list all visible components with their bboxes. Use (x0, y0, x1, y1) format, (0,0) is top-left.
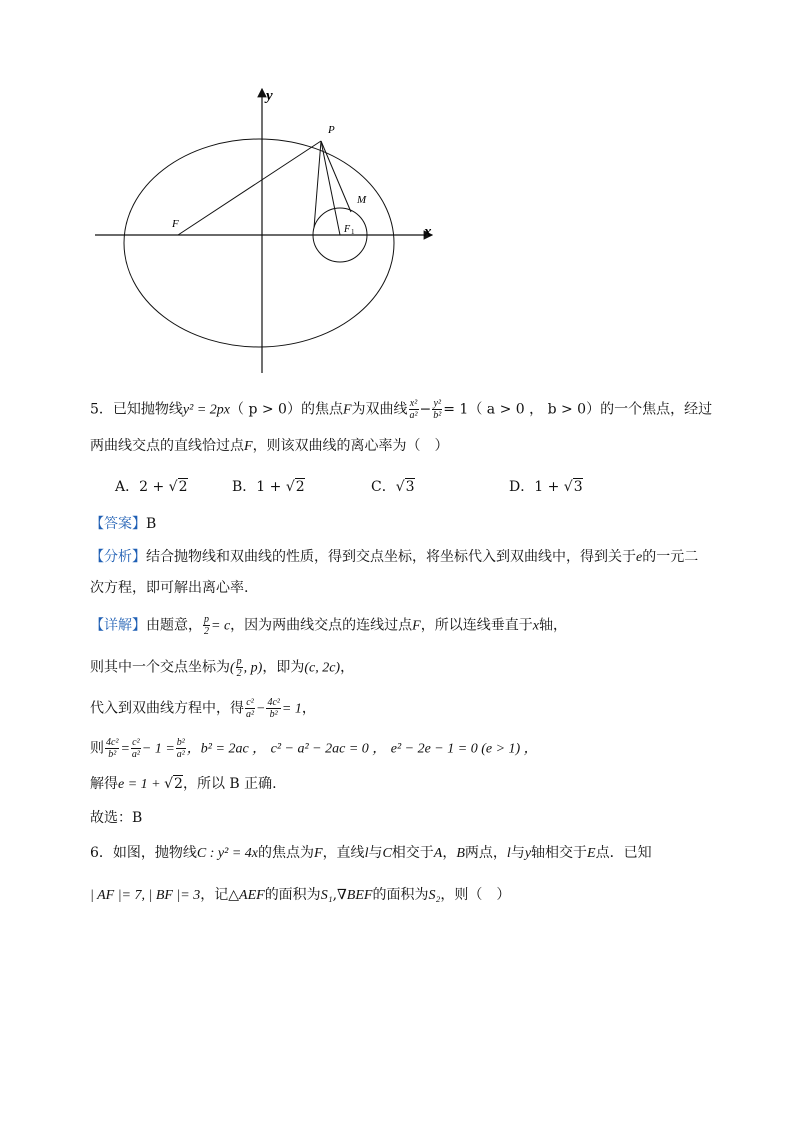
detail1-mid: ，因为两曲线交点的连线过点 (230, 617, 413, 634)
option-rad: 3 (573, 479, 583, 495)
detail3-frac1 (245, 697, 255, 720)
q5-line2-tail: ，则该双曲线的离心率为（ ） (252, 438, 449, 454)
q5-choose (90, 808, 142, 828)
detail1-F: F (412, 618, 421, 634)
detail3-pre: 代入到双曲线方程中，得 (90, 700, 244, 717)
detail3-den2: b² (269, 709, 278, 720)
analysis-tag: 【分析】 (90, 549, 146, 565)
detail4-num3: b² (176, 737, 185, 748)
q6-F: F (314, 846, 323, 861)
option-label: A． (115, 479, 140, 495)
q6-l: l (364, 846, 369, 861)
q6-l2-mid2: 的面积为 (264, 887, 321, 903)
q5-parabola: y² = 2px (182, 402, 230, 418)
label-M: M (357, 194, 367, 206)
detail4-frac2 (131, 737, 141, 760)
detail1-mid2: ，所以连线垂直于 (420, 617, 533, 634)
q5-detail5: 解得e = 1 + √2，所以 B 正确. (90, 776, 277, 792)
q5-focus: F (342, 402, 352, 418)
q5-detail4: 则 $\frac{\text{4c²}}{\text{b²}}$ = $\frac{\text{c²}}{\text{a²}}$ − 1 = $\frac{\text{b²}}{\text{a²}}$ ，b² = 2ac ， c² − a² − 2ac = 0 ， e² − 2e − 1 = 0 (e > 1) ， (90, 737, 538, 760)
q5-hyp-minus: − (419, 401, 432, 418)
q5-line2-text: 两曲线交点的直线恰过点 (90, 438, 244, 454)
q5-cond-ab: （ a > 0 ， b > 0） (468, 401, 601, 418)
choose-text: 故选：B (90, 810, 143, 826)
q5-hyp-rhs: = 1 (443, 401, 469, 418)
q5-hyp-num2: y² (433, 398, 441, 409)
analysis-tail: 的一元二 (642, 549, 699, 565)
q5-line2 (90, 436, 449, 457)
q5-hyp-den2: b² (433, 410, 442, 421)
detail2-tail: ， (340, 659, 355, 676)
option-pre: 1 + (534, 479, 564, 495)
detail2-frac (236, 656, 243, 679)
detail4-eq1: ，b² = 2ac ， (186, 741, 267, 757)
q6-line1 (90, 843, 652, 864)
q6-mid4: 相交于 (391, 845, 434, 861)
q6-BEF: BEF (346, 888, 373, 903)
option-pre: 1 + (256, 479, 286, 495)
ellipse (124, 139, 394, 347)
q5-hyp-num1: x² (409, 398, 418, 409)
detail3-num2: 4c² (267, 697, 280, 708)
q6-l2-tail: ，则（ ） (440, 887, 511, 903)
detail5-eq: e = 1 + (118, 777, 165, 792)
q6-B: B (456, 846, 465, 861)
detail4-frac1 (105, 737, 119, 760)
q5-tail1: 的一个焦点，经过 (600, 401, 713, 418)
q5-hyp-frac2 (432, 398, 442, 421)
detail2-den: 2 (236, 668, 242, 679)
q6-line2 (90, 885, 510, 906)
answer-value: B (146, 516, 157, 532)
label-F1-sub: 1 (351, 228, 355, 236)
detail4-num2: c² (132, 737, 140, 748)
q6-comma: ， (442, 845, 457, 861)
label-x: x (424, 224, 432, 240)
detail2-num: p (236, 656, 242, 667)
detail4-den1: b² (108, 749, 117, 760)
q6-S2: S₂ (428, 888, 441, 903)
q6-tail: 点．已知 (595, 845, 652, 861)
q5-analysis1 (90, 547, 698, 568)
analysis-text2: 次方程，即可解出离心率. (90, 580, 249, 596)
q6-mid7: 轴相交于 (531, 845, 588, 861)
detail1-tail: 轴， (538, 617, 567, 634)
q5-hyp-den1: a² (409, 410, 418, 421)
q5-analysis2 (90, 578, 248, 598)
q6-mid: 的焦点为 (258, 845, 314, 861)
label-F: F (172, 218, 179, 230)
label-P: P (328, 124, 335, 136)
option-label: B． (232, 479, 257, 495)
detail3-den1: a² (246, 709, 254, 720)
detail4-frac3 (176, 737, 186, 760)
option-rad: 2 (295, 479, 305, 495)
q5-mid: 的焦点 (300, 401, 343, 418)
detail1-eq: = c (211, 618, 231, 634)
option-label: D． (509, 479, 535, 495)
q6-E: E (587, 846, 596, 861)
detail4-eq3: e² − 2e − 1 = 0 (e > 1) ， (390, 741, 538, 757)
q6-parabola: C : y² = 4x (196, 846, 258, 861)
option-rad: 3 (405, 479, 415, 495)
segment-PM (321, 141, 351, 212)
q6-cond: | AF |= 7, | BF |= 3 (90, 888, 201, 903)
q6-l2-mid4: 的面积为 (372, 887, 429, 903)
q5-hyp-frac1 (409, 398, 419, 421)
detail4-eq2: c² − a² − 2ac = 0 ， (270, 741, 387, 757)
detail2-p: , p) (243, 660, 263, 676)
detail-tag: 【详解】 (90, 617, 146, 634)
q6-mid5: 两点， (464, 845, 507, 861)
detail5-rad: 2 (174, 776, 183, 792)
detail1-x: x (532, 618, 539, 634)
ellipse-figure (80, 75, 450, 380)
q5-line2-F: F (244, 439, 253, 454)
q6-mid2: ，直线 (322, 845, 365, 861)
detail3-rhs: = 1 (281, 701, 302, 717)
detail3-num1: c² (246, 697, 254, 708)
detail5-tail: ，所以 B 正确. (182, 776, 277, 792)
segment-FP (178, 141, 321, 235)
q6-A: A (433, 846, 443, 861)
q5-line1 (90, 398, 712, 421)
q5-mid2: 为双曲线 (351, 401, 408, 418)
label-F1: F (344, 224, 351, 235)
detail4-num1: 4c² (106, 737, 119, 748)
q5-cond-p: （ p > 0） (230, 401, 301, 418)
analysis-text1: 结合抛物线和双曲线的性质，得到交点坐标，将坐标代入到双曲线中，得到关于 (146, 549, 636, 565)
q6-mid6: 与 (510, 845, 525, 861)
q6-mid3: 与 (368, 845, 383, 861)
label-y: y (266, 88, 273, 104)
q5-option-c: C．√3 (371, 479, 415, 495)
detail1-den: 2 (204, 626, 209, 637)
q5-option-d: D．1 + √3 (509, 479, 583, 495)
answer-tag: 【答案】 (90, 516, 146, 532)
q6-S1: S₁ (320, 888, 333, 903)
q5-detail3: 代入到双曲线方程中，得 $\frac{\text{c²}}{\text{a²}}$ − $\frac{\text{4c²}}{\text{b²}}$ = 1， (90, 697, 316, 720)
detail4-pre: 则 (90, 740, 104, 757)
detail2-mid: ，即为 (262, 659, 305, 676)
q5-prefix: 5．已知抛物线 (90, 401, 183, 418)
segment-PT (314, 141, 321, 228)
q5-option-a: A．2 + √2 (115, 479, 188, 495)
q5-option-b: B．1 + √2 (232, 479, 305, 495)
q5-answer (90, 514, 156, 534)
detail4-den3: a² (176, 749, 185, 760)
q6-l2-mid: ，记△ (200, 887, 240, 903)
detail3-frac2 (266, 697, 280, 720)
detail4-minus1: − 1 = (141, 741, 175, 757)
q6-C: C (382, 846, 392, 861)
option-pre: 2 + (139, 479, 169, 495)
option-label: C． (371, 479, 396, 495)
detail1-num: p (204, 614, 209, 625)
q6-pre: 6．如图，抛物线 (90, 845, 197, 861)
detail1-pre: 由题意， (146, 617, 202, 634)
q5-detail2: 则其中一个交点坐标为( $\frac{p}{2}$ , p)，即为(c, 2c)， (90, 656, 355, 679)
detail3-tail: ， (301, 700, 316, 717)
q6-AEF: AEF (239, 888, 265, 903)
analysis-e: e (636, 550, 643, 565)
detail1-frac (203, 614, 210, 637)
detail4-den2: a² (131, 749, 140, 760)
q5-detail1 (90, 614, 567, 637)
detail5-pre: 解得 (90, 776, 118, 792)
q6-l2-mid3: ,∇ (332, 887, 347, 903)
detail2-point: (c, 2c) (304, 660, 341, 676)
option-rad: 2 (178, 479, 188, 495)
q6-l2: l (506, 846, 511, 861)
detail2-pre: 则其中一个交点坐标为 (90, 659, 230, 676)
q6-y: y (524, 846, 532, 861)
